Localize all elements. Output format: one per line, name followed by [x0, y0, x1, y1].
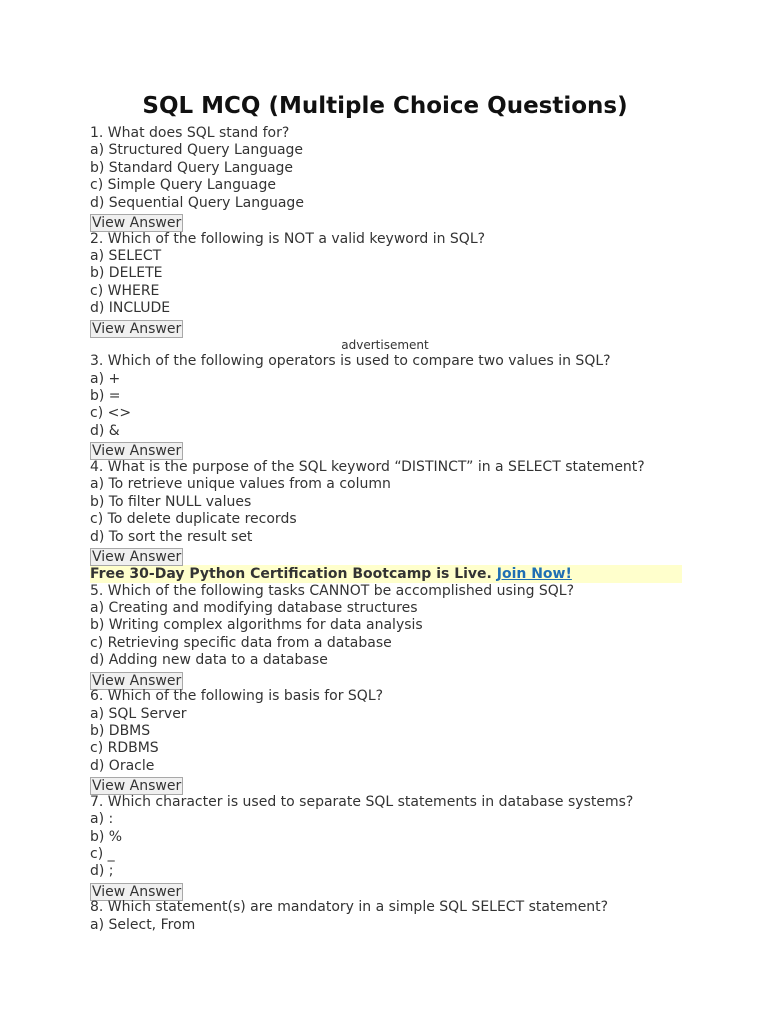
- question-block-4: [90, 459, 680, 565]
- question-block-8: [90, 899, 680, 934]
- option-c: c) Simple Query Language: [90, 177, 276, 194]
- promo-banner: [90, 565, 682, 583]
- question-text: 1. What does SQL stand for?: [90, 125, 290, 141]
- option-b: b) =: [90, 388, 121, 405]
- question-text: 8. Which statement(s) are mandatory in a simple SQL SELECT statement?: [90, 899, 609, 916]
- question-text: 6. Which of the following is basis for SQL?: [90, 688, 384, 705]
- view-answer-button-6[interactable]: View Answer: [92, 778, 182, 795]
- question-block-7: [90, 794, 680, 900]
- option-d: d) To sort the result set: [90, 528, 253, 545]
- view-answer-button-3[interactable]: View Answer: [92, 443, 182, 460]
- page-title: SQL MCQ (Multiple Choice Questions): [142, 93, 628, 119]
- option-b: b) %: [90, 828, 123, 845]
- option-d: d) INCLUDE: [90, 300, 171, 317]
- question-block-5: [90, 583, 680, 689]
- option-c: c) To delete duplicate records: [90, 511, 297, 528]
- option-c: c) RDBMS: [90, 740, 159, 757]
- mcq-page: [90, 92, 680, 934]
- option-c: c) WHERE: [90, 282, 160, 299]
- view-answer-button-4[interactable]: View Answer: [92, 548, 182, 565]
- promo-text: Free 30-Day Python Certification Bootcamp is Live.: [90, 565, 492, 582]
- option-a: a) +: [90, 370, 121, 387]
- option-c: c) <>: [90, 405, 132, 422]
- option-a: a) Select, From: [90, 916, 196, 933]
- join-now-link[interactable]: Join Now!: [496, 565, 572, 582]
- option-c: c) _: [90, 845, 115, 862]
- option-a: a) :: [90, 811, 114, 828]
- view-answer-button-7[interactable]: View Answer: [92, 883, 182, 900]
- option-a: a) Structured Query Language: [90, 142, 304, 159]
- question-text: 4. What is the purpose of the SQL keyword “DISTINCT” in a SELECT statement?: [90, 458, 645, 475]
- option-d: d) ;: [90, 863, 114, 880]
- question-text: 5. Which of the following tasks CANNOT be accomplished using SQL?: [90, 582, 575, 599]
- question-block-2: [90, 231, 680, 337]
- question-text: 7. Which character is used to separate SQL statements in database systems?: [90, 793, 634, 810]
- option-b: b) DBMS: [90, 722, 151, 739]
- option-b: b) Standard Query Language: [90, 159, 294, 176]
- option-c: c) Retrieving specific data from a database: [90, 634, 392, 651]
- option-d: d) Oracle: [90, 757, 155, 774]
- option-d: d) Adding new data to a database: [90, 652, 328, 669]
- view-answer-button-5[interactable]: View Answer: [92, 672, 182, 689]
- option-a: a) SQL Server: [90, 705, 187, 722]
- option-d: d) Sequential Query Language: [90, 194, 304, 211]
- option-b: b) To filter NULL values: [90, 493, 252, 510]
- option-b: b) DELETE: [90, 265, 163, 282]
- advertisement-label: advertisement: [341, 338, 429, 353]
- question-block-1: [90, 125, 680, 231]
- option-a: a) To retrieve unique values from a column: [90, 476, 391, 493]
- option-b: b) Writing complex algorithms for data analysis: [90, 617, 423, 634]
- option-a: a) Creating and modifying database structures: [90, 599, 418, 616]
- question-block-3: [90, 353, 680, 459]
- option-a: a) SELECT: [90, 248, 162, 265]
- question-text: 3. Which of the following operators is used to compare two values in SQL?: [90, 353, 611, 370]
- option-d: d) &: [90, 422, 120, 439]
- question-text: 2. Which of the following is NOT a valid keyword in SQL?: [90, 230, 486, 247]
- view-answer-button-1[interactable]: View Answer: [92, 215, 182, 232]
- question-block-6: [90, 688, 680, 794]
- view-answer-button-2[interactable]: View Answer: [92, 320, 182, 337]
